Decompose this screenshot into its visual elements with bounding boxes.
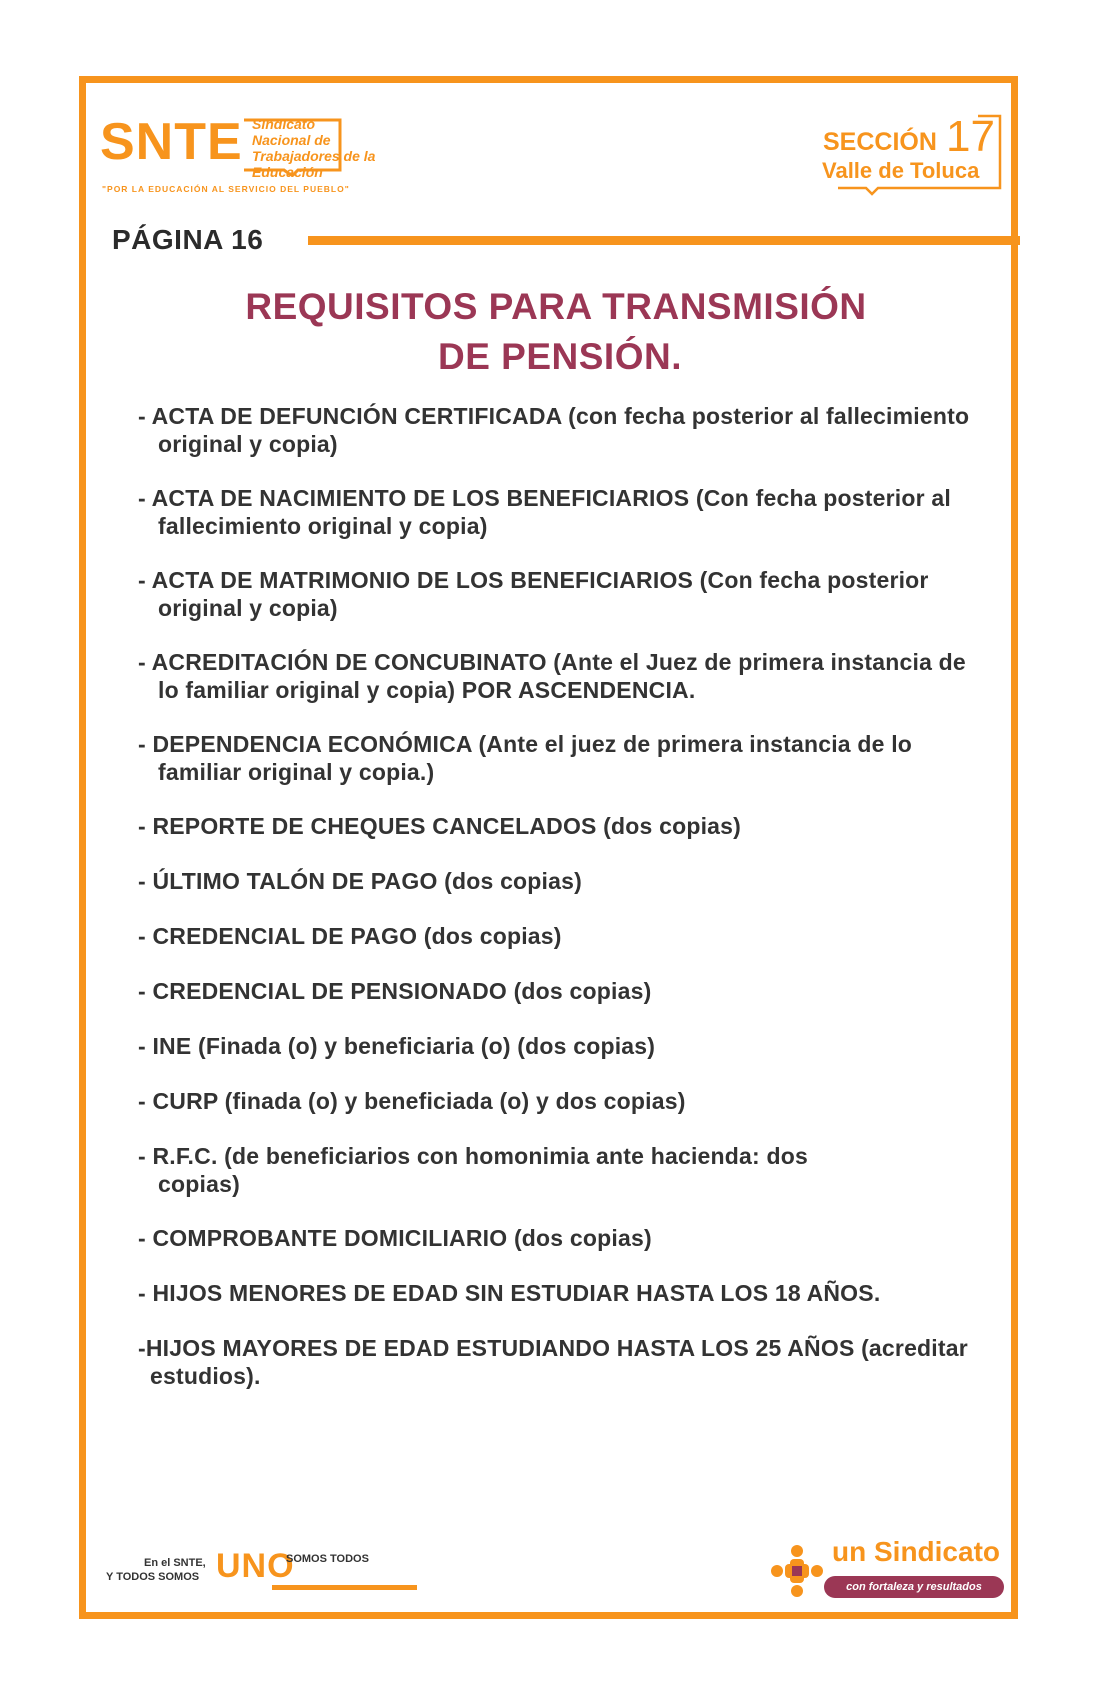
slogan-uno: UNO — [216, 1547, 295, 1585]
list-item: - HIJOS MENORES DE EDAD SIN ESTUDIAR HASTA LOS 18 AÑOS. — [138, 1280, 881, 1306]
footer-sindicato-logo — [762, 1534, 1012, 1604]
list-item: - ÚLTIMO TALÓN DE PAGO (dos copias) — [138, 868, 582, 894]
list-item: -HIJOS MAYORES DE EDAD ESTUDIANDO HASTA LOS 25 AÑOS (acreditar estudios). — [138, 1335, 968, 1389]
slogan-line-2: Y TODOS SOMOS — [106, 1571, 200, 1583]
page-title — [100, 282, 1012, 382]
snte-full-name: Sindicato Nacional de Trabajadores de la Educación — [252, 116, 376, 180]
title-line-2: DE PENSIÓN. — [438, 336, 682, 377]
footer-slogan-logo — [104, 1547, 424, 1597]
list-item: - ACTA DE DEFUNCIÓN CERTIFICADA (con fecha posterior al fallecimiento original y copia) — [138, 403, 970, 457]
slogan-somos-todos: SOMOS TODOS — [286, 1553, 369, 1565]
seccion-city: Valle de Toluca — [822, 158, 980, 183]
list-item: - CREDENCIAL DE PENSIONADO (dos copias) — [138, 978, 652, 1004]
seccion-logo — [818, 112, 1008, 202]
list-item: - ACREDITACIÓN DE CONCUBINATO (Ante el Juez de primera instancia de lo familiar original y copia) POR ASCENDENCIA. — [138, 649, 966, 703]
sindicato-tagline: con fortaleza y resultados — [824, 1576, 1004, 1598]
snte-motto: "POR LA EDUCACIÓN AL SERVICIO DEL PUEBLO" — [102, 184, 350, 194]
snte-logo — [100, 114, 420, 204]
requirements-list — [138, 402, 973, 1390]
list-item: - INE (Finada (o) y beneficiaria (o) (dos copias) — [138, 1033, 656, 1059]
list-item: - R.F.C. (de beneficiarios con homonimia ante hacienda: dos copias) — [138, 1143, 808, 1197]
list-item: - COMPROBANTE DOMICILIARIO (dos copias) — [138, 1225, 652, 1251]
people-circle-icon — [768, 1542, 826, 1600]
page-number: PÁGINA 16 — [112, 224, 264, 255]
list-item: - DEPENDENCIA ECONÓMICA (Ante el juez de primera instancia de lo familiar original y copia.) — [138, 731, 913, 785]
sindicato-title: un Sindicato — [832, 1536, 1000, 1567]
list-item: - REPORTE DE CHEQUES CANCELADOS (dos copias) — [138, 813, 742, 839]
snte-wordmark: SNTE — [100, 113, 243, 171]
header-divider — [308, 236, 1020, 245]
seccion-label: SECCIÓN — [823, 128, 937, 156]
slogan-line-1: En el SNTE, — [144, 1557, 206, 1569]
slogan-underline — [272, 1585, 417, 1590]
list-item: - CURP (finada (o) y beneficiada (o) y dos copias) — [138, 1088, 686, 1114]
title-line-1: REQUISITOS PARA TRANSMISIÓN — [245, 286, 867, 327]
list-item: - ACTA DE MATRIMONIO DE LOS BENEFICIARIOS (Con fecha posterior original y copia) — [138, 567, 929, 621]
list-item: - CREDENCIAL DE PAGO (dos copias) — [138, 923, 562, 949]
seccion-number: 17 — [946, 112, 995, 161]
list-item: - ACTA DE NACIMIENTO DE LOS BENEFICIARIOS (Con fecha posterior al fallecimiento original y copia) — [138, 485, 951, 539]
